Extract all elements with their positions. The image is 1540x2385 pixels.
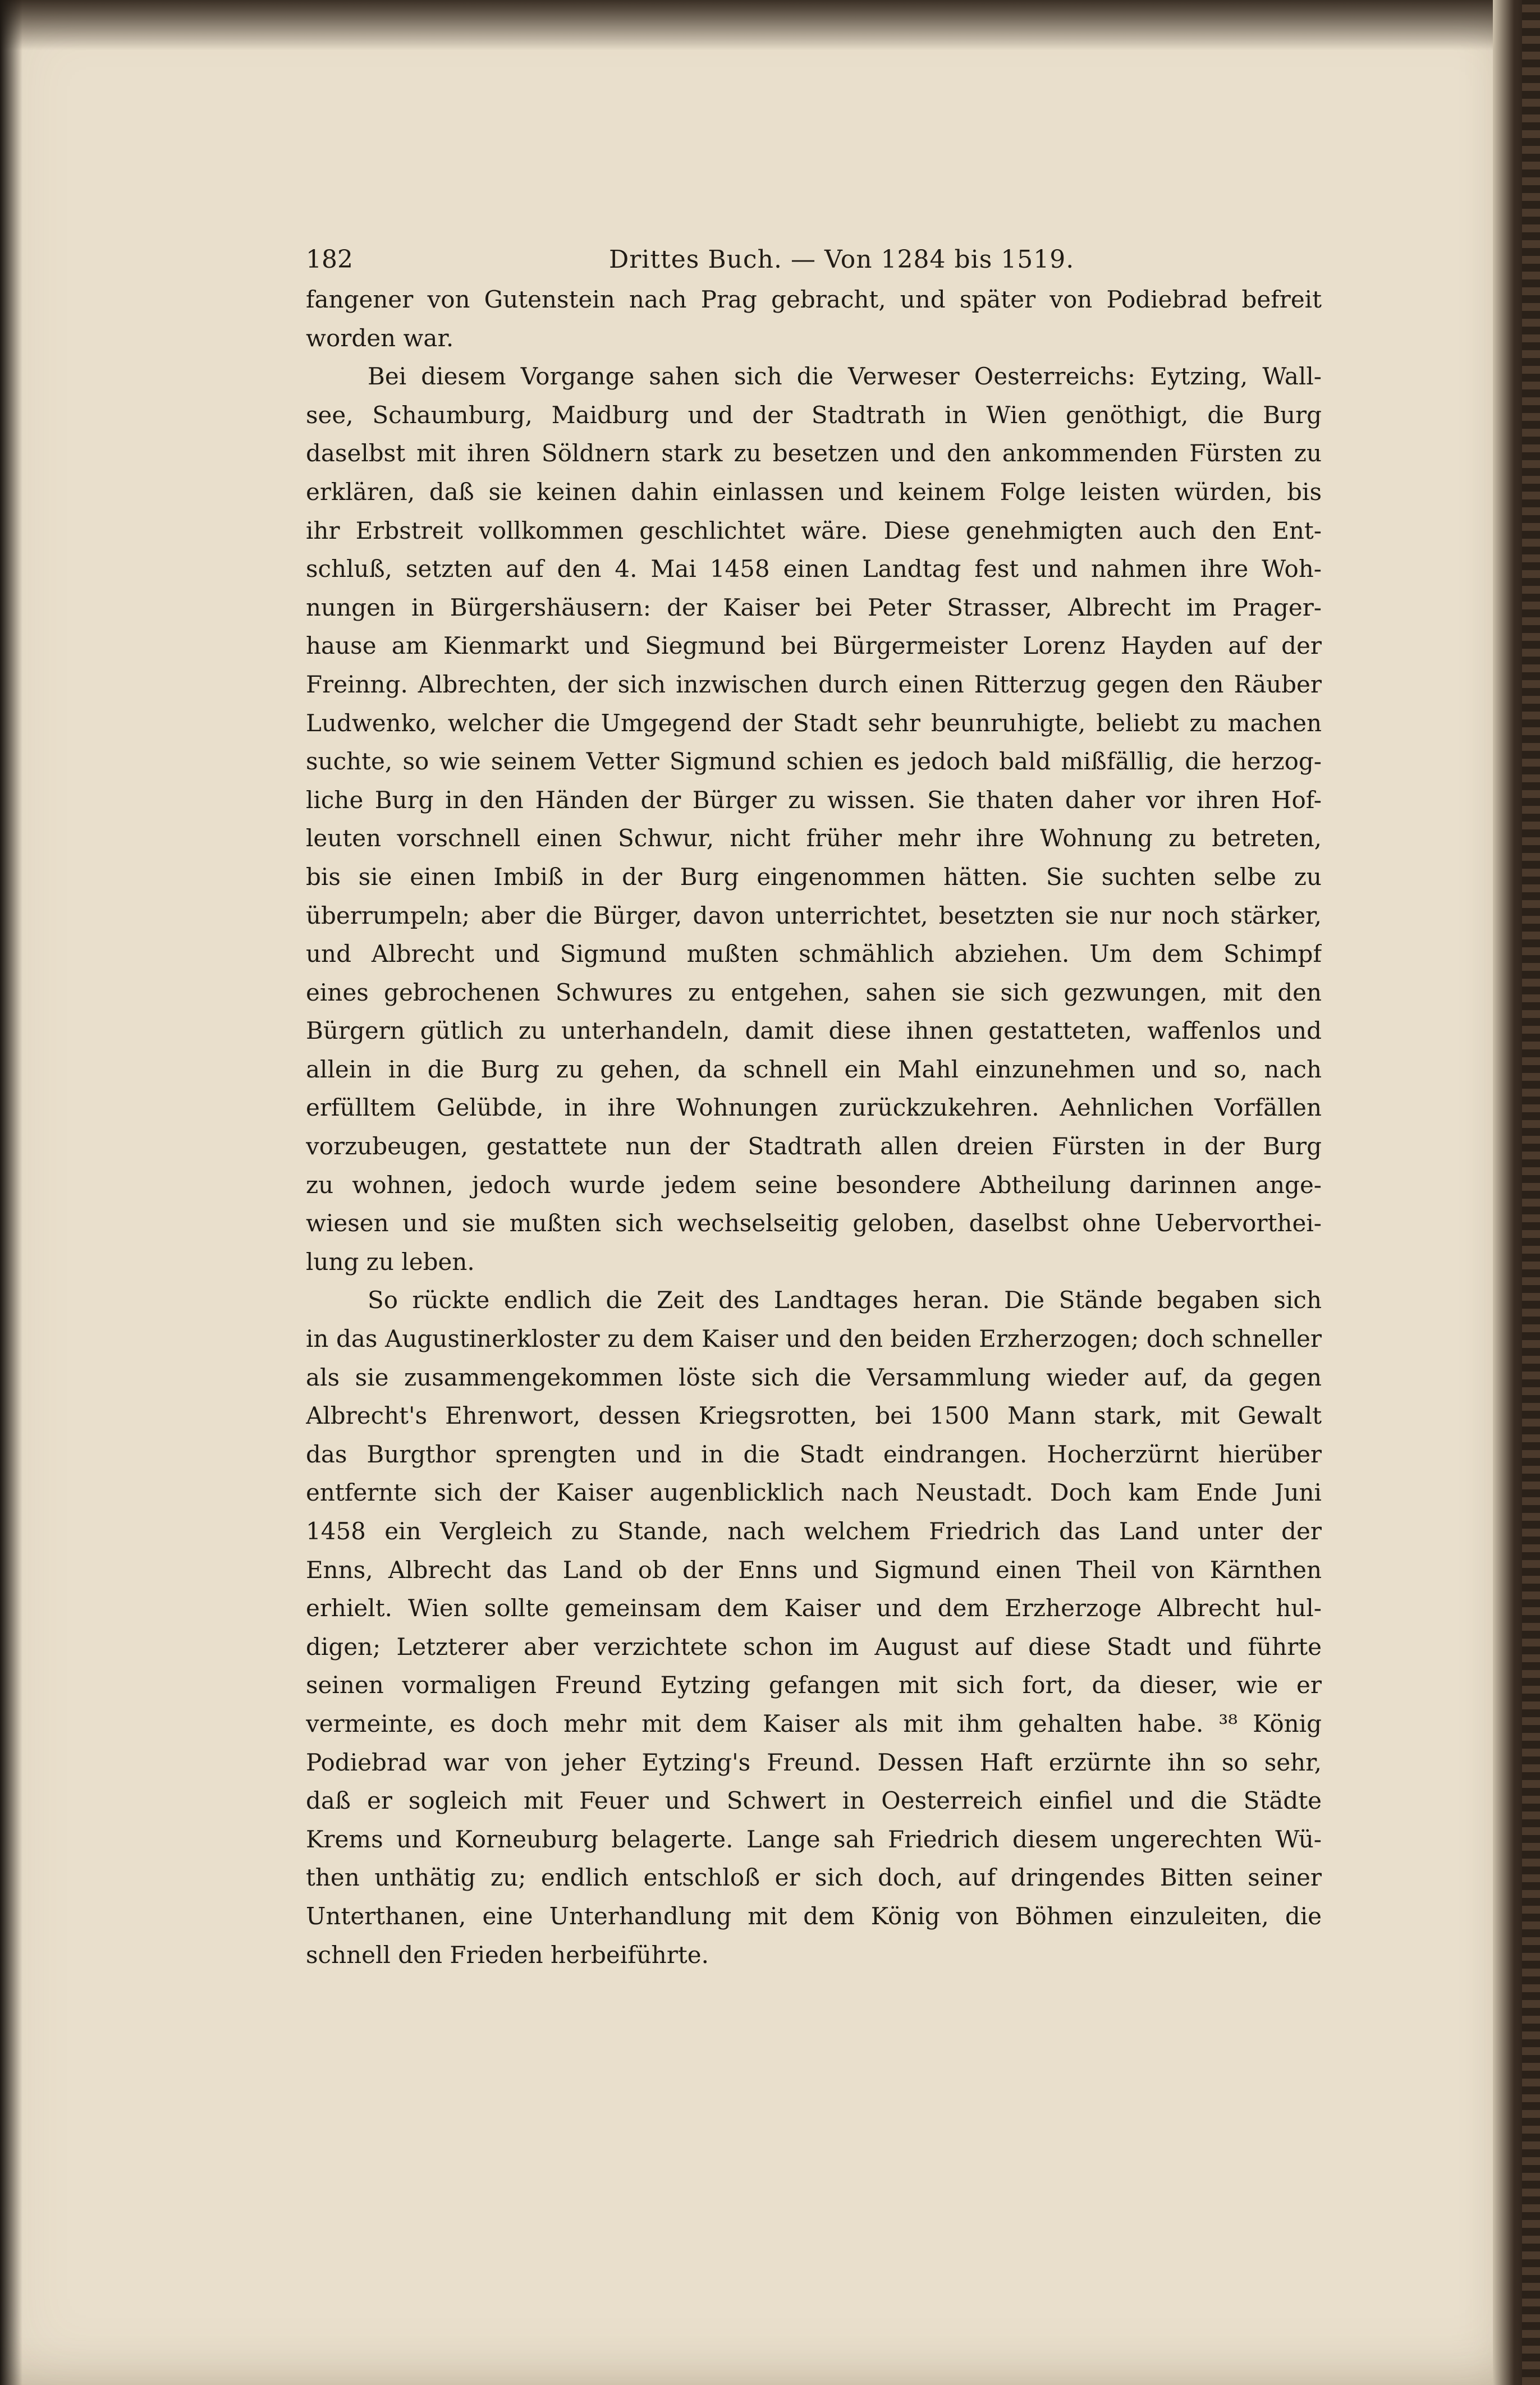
text-line: nungen in Bürgershäusern: der Kaiser bei Peter Strasser, Albrecht im Prager- xyxy=(306,593,1322,621)
text-line: zu wohnen, jedoch wurde jedem seine besondere Abtheilung darinnen ange- xyxy=(306,1171,1322,1199)
text-line: then unthätig zu; endlich entschloß er sich doch, auf dringendes Bitten seiner xyxy=(306,1864,1322,1892)
body-text xyxy=(306,281,1322,1974)
text-line: Podiebrad war von jeher Eytzing's Freund. Dessen Haft erzürnte ihn so sehr, xyxy=(306,1748,1322,1776)
text-line: allein in die Burg zu gehen, da schnell ein Mahl einzunehmen und so, nach xyxy=(306,1055,1322,1083)
text-line: seinen vormaligen Freund Eytzing gefangen mit sich fort, da dieser, wie er xyxy=(306,1671,1322,1699)
text-line: digen; Letzterer aber verzichtete schon im August auf diese Stadt und führte xyxy=(306,1632,1322,1661)
text-line: erklären, daß sie keinen dahin einlassen und keinem Folge leisten würden, bis xyxy=(306,478,1322,506)
text-line: Ludwenko, welcher die Umgegend der Stadt sehr beunruhigte, beliebt zu machen xyxy=(306,709,1322,737)
text-line: überrumpeln; aber die Bürger, davon unterrichtet, besetzten sie nur noch stärker, xyxy=(306,901,1322,929)
text-line: fangener von Gutenstein nach Prag gebracht, und später von Podiebrad befreit xyxy=(306,286,1322,313)
text-line: in das Augustinerkloster zu dem Kaiser und den beiden Erzherzogen; doch schneller xyxy=(306,1325,1322,1353)
text-line: worden war. xyxy=(306,324,454,352)
text-line: Bürgern gütlich zu unterhandeln, damit diese ihnen gestatteten, waffenlos und xyxy=(306,1017,1322,1045)
text-line: Albrecht's Ehrenwort, dessen Kriegsrotten, bei 1500 Mann stark, mit Gewalt xyxy=(306,1402,1322,1430)
top-shadow xyxy=(0,0,1540,51)
text-line: wiesen und sie mußten sich wechselseitig geloben, daselbst ohne Uebervorthei- xyxy=(306,1209,1322,1237)
binding-strip xyxy=(1522,0,1540,2385)
text-line: vorzubeugen, gestattete nun der Stadtrath allen dreien Fürsten in der Burg xyxy=(306,1132,1322,1161)
text-line: Krems und Korneuburg belagerte. Lange sah Friedrich diesem ungerechten Wü- xyxy=(306,1825,1322,1853)
page-header xyxy=(306,240,1395,279)
text-line: Enns, Albrecht das Land ob der Enns und Sigmund einen Theil von Kärnthen xyxy=(306,1556,1322,1584)
text-line: Freinng. Albrechten, der sich inzwischen durch einen Ritterzug gegen den Räuber xyxy=(306,670,1322,698)
text-line: liche Burg in den Händen der Bürger zu wissen. Sie thaten daher vor ihren Hof- xyxy=(306,786,1322,814)
text-line: schnell den Frieden herbeiführte. xyxy=(306,1941,709,1969)
text-line: erhielt. Wien sollte gemeinsam dem Kaiser und dem Erzherzoge Albrecht hul- xyxy=(306,1594,1322,1622)
book-binding xyxy=(1493,0,1540,2385)
text-line: das Burgthor sprengten und in die Stadt eindrangen. Hocherzürnt hierüber xyxy=(306,1440,1322,1468)
text-line: So rückte endlich die Zeit des Landtages heran. Die Stände begaben sich xyxy=(368,1286,1322,1314)
text-line: schluß, setzten auf den 4. Mai 1458 einen Landtag fest und nahmen ihre Woh- xyxy=(306,555,1322,583)
text-line: bis sie einen Imbiß in der Burg eingenommen hätten. Sie suchten selbe zu xyxy=(306,863,1322,891)
text-line: Unterthanen, eine Unterhandlung mit dem König von Böhmen einzuleiten, die xyxy=(306,1902,1322,1930)
running-head: Drittes Buch. — Von 1284 bis 1519. xyxy=(609,245,1075,274)
text-line: und Albrecht und Sigmund mußten schmählich abziehen. Um dem Schimpf xyxy=(306,940,1322,968)
text-line: ihr Erbstreit vollkommen geschlichtet wäre. Diese genehmigten auch den Ent- xyxy=(306,516,1322,544)
text-line: entfernte sich der Kaiser augenblicklich nach Neustadt. Doch kam Ende Juni xyxy=(306,1479,1322,1507)
text-line: see, Schaumburg, Maidburg und der Stadtrath in Wien genöthigt, die Burg xyxy=(306,401,1322,429)
left-page-edge xyxy=(0,0,22,2385)
text-line: erfülltem Gelübde, in ihre Wohnungen zurückzukehren. Aehnlichen Vorfällen xyxy=(306,1094,1322,1122)
text-line: hause am Kienmarkt und Siegmund bei Bürgermeister Lorenz Hayden auf der xyxy=(306,632,1322,660)
text-line: 1458 ein Vergleich zu Stande, nach welchem Friedrich das Land unter der xyxy=(306,1517,1322,1545)
text-line: daß er sogleich mit Feuer und Schwert in Oesterreich einfiel und die Städte xyxy=(306,1787,1322,1815)
text-line: eines gebrochenen Schwures zu entgehen, sahen sie sich gezwungen, mit den xyxy=(306,978,1322,1006)
text-line: leuten vorschnell einen Schwur, nicht früher mehr ihre Wohnung zu betreten, xyxy=(306,824,1322,852)
text-line: suchte, so wie seinem Vetter Sigmund schien es jedoch bald mißfällig, die herzog- xyxy=(306,747,1322,776)
text-line: vermeinte, es doch mehr mit dem Kaiser als mit ihm gehalten habe. ³⁸ König xyxy=(306,1709,1322,1737)
page-number: 182 xyxy=(306,245,353,274)
text-line: lung zu leben. xyxy=(306,1247,475,1276)
text-line: daselbst mit ihren Söldnern stark zu besetzen und den ankommenden Fürsten zu xyxy=(306,439,1322,467)
text-line: als sie zusammengekommen löste sich die Versammlung wieder auf, da gegen xyxy=(306,1363,1322,1391)
text-line: Bei diesem Vorgange sahen sich die Verweser Oesterreichs: Eytzing, Wall- xyxy=(368,363,1322,391)
